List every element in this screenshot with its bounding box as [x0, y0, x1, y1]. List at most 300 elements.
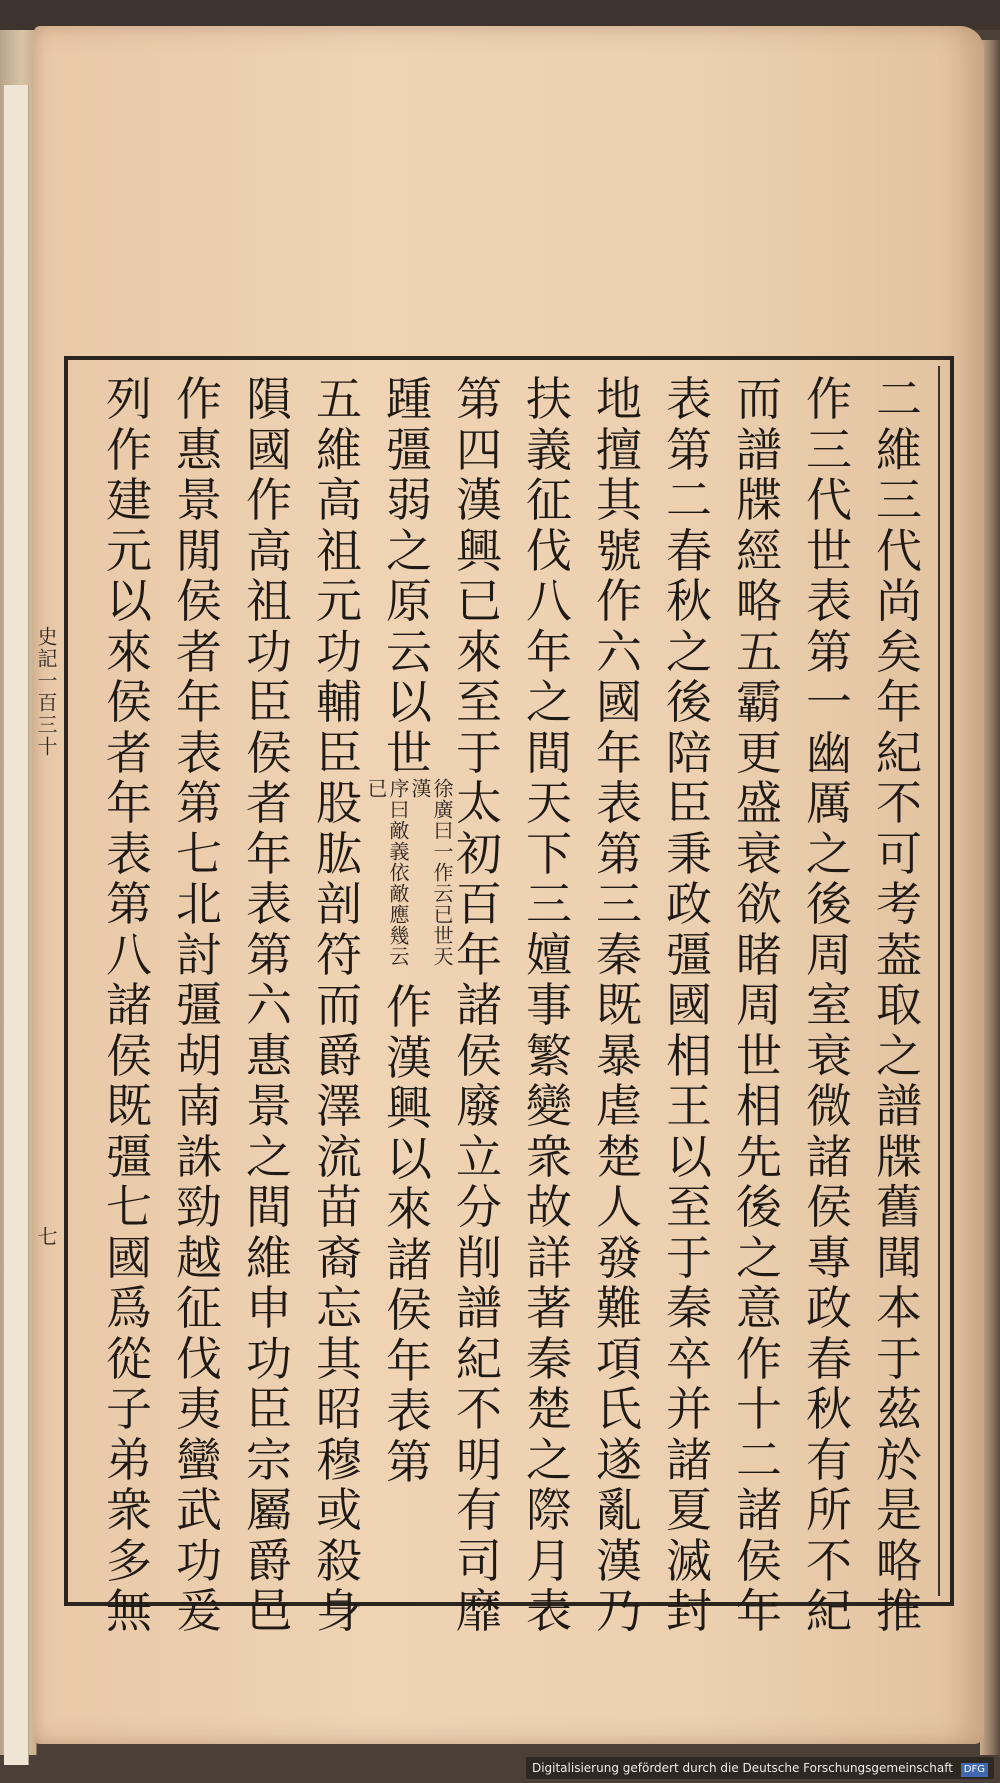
character: 勁	[176, 1180, 222, 1234]
character: 六	[246, 978, 292, 1032]
left-page-edge	[0, 30, 37, 1755]
character: 氏	[596, 1382, 642, 1436]
character: 剖	[316, 877, 362, 931]
character: 衰	[806, 1028, 852, 1083]
character: 侯	[806, 1180, 852, 1234]
character: 推	[876, 1584, 922, 1638]
character: 隕	[246, 372, 292, 426]
character: 相	[666, 1028, 712, 1083]
character: 年	[456, 927, 502, 982]
character: 矣	[876, 624, 922, 679]
character: 二	[876, 372, 922, 426]
character: 考	[876, 877, 922, 931]
character: 來	[456, 624, 502, 679]
character: 侯	[106, 675, 152, 729]
character: 祖	[246, 574, 292, 628]
character: 國	[246, 422, 292, 477]
character: 武	[176, 1483, 222, 1537]
character: 蠻	[176, 1432, 222, 1487]
character: 之	[526, 1432, 572, 1487]
text-column	[590, 374, 648, 1637]
character: 第	[246, 927, 292, 982]
character: 諸	[106, 978, 152, 1032]
character: 三	[596, 877, 642, 931]
text-column	[170, 374, 228, 1637]
character: 弱	[386, 473, 432, 527]
character: 侯	[246, 725, 292, 780]
character: 第	[386, 1434, 432, 1489]
character: 爰	[176, 1584, 222, 1638]
character: 睹	[736, 927, 782, 982]
character: 高	[316, 473, 362, 527]
character: 年	[246, 826, 292, 881]
character: 春	[666, 523, 712, 578]
character: 靡	[456, 1584, 502, 1638]
character: 楚	[596, 1129, 642, 1184]
text-column	[660, 374, 718, 1637]
character: 興	[386, 1081, 432, 1135]
character: 乃	[596, 1584, 642, 1638]
character: 葢	[876, 927, 922, 982]
character: 踵	[386, 372, 432, 426]
character: 十	[736, 1382, 782, 1436]
character: 殺	[316, 1533, 362, 1588]
character: 紀	[456, 1331, 502, 1386]
character: 經	[736, 523, 782, 578]
character: 難	[596, 1281, 642, 1335]
character: 政	[666, 877, 712, 931]
character: 之	[806, 826, 852, 881]
character: 扶	[526, 372, 572, 426]
character: 二	[666, 473, 712, 527]
character: 後	[806, 877, 852, 931]
character: 國	[666, 978, 712, 1032]
character: 譜	[456, 1281, 502, 1335]
character: 維	[876, 422, 922, 477]
character: 政	[806, 1281, 852, 1335]
character: 維	[316, 422, 362, 477]
character: 事	[526, 978, 572, 1032]
character: 秦	[596, 927, 642, 982]
character: 弟	[106, 1432, 152, 1487]
character: 裔	[316, 1230, 362, 1285]
character: 國	[596, 675, 642, 729]
text-column	[364, 372, 454, 1489]
character: 削	[456, 1230, 502, 1285]
character: 明	[456, 1432, 502, 1487]
character: 胡	[176, 1028, 222, 1083]
character: 以	[106, 574, 152, 628]
character: 作	[106, 422, 152, 477]
character: 子	[106, 1382, 152, 1436]
character: 南	[176, 1079, 222, 1133]
character: 故	[526, 1180, 572, 1234]
commentary-line: 序曰敵義依敵應幾云已	[364, 778, 410, 967]
character: 諸	[456, 978, 502, 1032]
character: 多	[106, 1533, 152, 1588]
character: 作	[246, 473, 292, 527]
character: 太	[456, 776, 502, 830]
character: 維	[246, 1230, 292, 1285]
text-column	[240, 374, 298, 1637]
character: 可	[876, 826, 922, 881]
commentary-line: 徐廣曰一作云已世天漢	[408, 778, 454, 967]
text-column	[310, 374, 368, 1637]
character: 衰	[736, 826, 782, 881]
character: 後	[666, 675, 712, 729]
character: 封	[666, 1584, 712, 1638]
character: 第	[596, 826, 642, 881]
character: 欲	[736, 877, 782, 931]
character: 興	[456, 523, 502, 578]
character: 身	[316, 1584, 362, 1638]
character: 彊	[666, 927, 712, 982]
character: 發	[596, 1230, 642, 1285]
character: 漢	[596, 1533, 642, 1588]
character: 著	[526, 1281, 572, 1335]
character: 功	[176, 1533, 222, 1588]
character: 際	[526, 1483, 572, 1537]
character: 至	[666, 1180, 712, 1234]
character: 間	[526, 725, 572, 780]
character: 表	[526, 1584, 572, 1638]
text-frame-inner	[74, 366, 940, 1638]
character: 于	[876, 1331, 922, 1386]
character: 臣	[246, 1382, 292, 1436]
character: 譜	[876, 1079, 922, 1133]
character: 以	[386, 675, 432, 729]
character: 表	[806, 574, 852, 628]
character: 作	[806, 372, 852, 426]
character: 亂	[596, 1483, 642, 1537]
character: 元	[106, 523, 152, 578]
character: 年	[106, 776, 152, 830]
character: 彊	[106, 1129, 152, 1184]
character: 更	[736, 725, 782, 780]
character: 肱	[316, 826, 362, 881]
character: 高	[246, 523, 292, 578]
text-column	[520, 374, 578, 1637]
character: 者	[246, 776, 292, 830]
character: 聞	[876, 1230, 922, 1285]
character: 誅	[176, 1129, 222, 1184]
character: 百	[456, 877, 502, 931]
character: 年	[386, 1333, 432, 1388]
character: 第	[106, 877, 152, 931]
left-page-strip	[4, 85, 29, 1765]
character: 變	[526, 1079, 572, 1133]
character: 第	[176, 776, 222, 830]
character: 至	[456, 675, 502, 729]
character: 意	[736, 1281, 782, 1335]
character: 漢	[386, 1030, 432, 1085]
character: 越	[176, 1230, 222, 1285]
character: 漢	[456, 473, 502, 527]
character: 立	[456, 1129, 502, 1184]
character: 股	[316, 776, 362, 830]
character: 表	[246, 877, 292, 931]
character: 來	[106, 624, 152, 679]
character: 三	[876, 473, 922, 527]
text-column	[730, 374, 788, 1637]
character: 人	[596, 1180, 642, 1234]
book-page	[34, 26, 984, 1744]
character: 陪	[666, 725, 712, 780]
dfg-logo: DFG	[961, 1763, 988, 1777]
character: 國	[106, 1230, 152, 1285]
character: 苗	[316, 1180, 362, 1234]
character: 之	[736, 1230, 782, 1285]
character: 年	[736, 1584, 782, 1638]
character: 年	[596, 725, 642, 780]
character: 五	[316, 372, 362, 426]
margin-page-number: 七	[34, 1226, 58, 1246]
character: 申	[246, 1281, 292, 1335]
character: 專	[806, 1230, 852, 1285]
character: 王	[666, 1079, 712, 1133]
character: 代	[806, 473, 852, 527]
character: 元	[316, 574, 362, 628]
character: 并	[666, 1382, 712, 1436]
character: 代	[876, 523, 922, 578]
character: 天	[526, 776, 572, 830]
character: 第	[666, 422, 712, 477]
character: 功	[246, 624, 292, 679]
commentary-note	[364, 778, 454, 982]
character: 三	[806, 422, 852, 477]
character: 八	[526, 574, 572, 628]
credit-text: Digitalisierung gefördert durch die Deutsche Forschungsgemeinschaft	[531, 1761, 953, 1775]
character: 彊	[386, 422, 432, 477]
character: 征	[176, 1281, 222, 1335]
character: 既	[106, 1079, 152, 1133]
character: 七	[106, 1180, 152, 1234]
character: 第	[806, 624, 852, 679]
character: 宗	[246, 1432, 292, 1487]
character: 卒	[666, 1331, 712, 1386]
character: 者	[176, 624, 222, 679]
text-frame	[64, 356, 954, 1638]
character: 其	[316, 1331, 362, 1386]
character: 七	[176, 826, 222, 881]
character: 夷	[176, 1382, 222, 1436]
character: 廢	[456, 1079, 502, 1133]
character: 以	[666, 1129, 712, 1184]
character: 有	[456, 1483, 502, 1537]
character: 云	[386, 624, 432, 679]
character: 周	[806, 927, 852, 982]
character: 爵	[246, 1533, 292, 1588]
character: 表	[596, 776, 642, 830]
character: 臣	[666, 776, 712, 830]
character: 初	[456, 826, 502, 881]
character: 滅	[666, 1533, 712, 1588]
character: 既	[596, 978, 642, 1032]
character: 項	[596, 1331, 642, 1386]
character: 分	[456, 1180, 502, 1234]
character: 間	[246, 1180, 292, 1234]
character: 擅	[596, 422, 642, 477]
character: 二	[736, 1432, 782, 1487]
character: 景	[176, 473, 222, 527]
character: 符	[316, 927, 362, 982]
character: 地	[596, 372, 642, 426]
character: 略	[736, 574, 782, 628]
character: 或	[316, 1483, 362, 1537]
character: 茲	[876, 1382, 922, 1436]
character: 遂	[596, 1432, 642, 1487]
character: 列	[106, 372, 152, 426]
character: 繁	[526, 1028, 572, 1083]
character: 四	[456, 422, 502, 477]
character: 司	[456, 1533, 502, 1588]
character: 祖	[316, 523, 362, 578]
character: 幽	[806, 725, 852, 780]
character: 輔	[316, 675, 362, 729]
character: 世	[806, 523, 852, 578]
margin-book-title: 史記一百三十	[34, 626, 58, 758]
character: 作	[596, 574, 642, 628]
character: 閒	[176, 523, 222, 578]
character: 虐	[596, 1079, 642, 1133]
character: 建	[106, 473, 152, 527]
character: 之	[876, 1028, 922, 1083]
character: 世	[386, 725, 432, 780]
character: 之	[526, 675, 572, 729]
character: 諸	[806, 1129, 852, 1184]
character: 穆	[316, 1432, 362, 1487]
character: 譜	[736, 422, 782, 477]
character: 秋	[806, 1382, 852, 1436]
character: 澤	[316, 1079, 362, 1133]
character: 八	[106, 927, 152, 982]
character: 不	[876, 776, 922, 830]
character: 無	[106, 1584, 152, 1638]
character: 衆	[526, 1129, 572, 1184]
character: 世	[736, 1028, 782, 1083]
character: 秋	[666, 574, 712, 628]
character: 作	[176, 372, 222, 426]
character: 伐	[526, 523, 572, 578]
character: 六	[596, 624, 642, 679]
character: 室	[806, 978, 852, 1032]
character: 之	[386, 523, 432, 578]
character: 之	[246, 1129, 292, 1184]
character: 以	[386, 1131, 432, 1186]
character: 而	[736, 372, 782, 426]
character: 原	[386, 574, 432, 628]
character: 義	[526, 422, 572, 477]
character: 邑	[246, 1584, 292, 1638]
character: 而	[316, 978, 362, 1032]
character: 者	[106, 725, 152, 780]
character: 從	[106, 1331, 152, 1386]
character: 夏	[666, 1483, 712, 1537]
character: 表	[106, 826, 152, 881]
character: 其	[596, 473, 642, 527]
character: 厲	[806, 776, 852, 830]
character: 北	[176, 877, 222, 931]
text-column	[100, 374, 158, 1637]
text-column	[450, 374, 508, 1637]
character: 盛	[736, 776, 782, 830]
character: 功	[316, 624, 362, 679]
character: 嬗	[526, 927, 572, 982]
character: 舊	[876, 1180, 922, 1234]
character: 月	[526, 1533, 572, 1588]
character: 侯	[456, 1028, 502, 1083]
character: 景	[246, 1079, 292, 1133]
character: 牒	[736, 473, 782, 527]
digitization-credit	[526, 1757, 994, 1779]
character: 于	[456, 725, 502, 780]
character: 微	[806, 1079, 852, 1133]
character: 昭	[316, 1382, 362, 1436]
character: 秦	[666, 1281, 712, 1335]
character: 是	[876, 1483, 922, 1537]
character: 彊	[176, 978, 222, 1032]
character: 衆	[106, 1483, 152, 1537]
character: 號	[596, 523, 642, 578]
character: 惠	[246, 1028, 292, 1083]
character: 功	[246, 1331, 292, 1386]
character: 屬	[246, 1483, 292, 1537]
character: 取	[876, 978, 922, 1032]
character: 尚	[876, 574, 922, 628]
text-column	[870, 374, 928, 1637]
character: 表	[386, 1384, 432, 1438]
character: 周	[736, 978, 782, 1032]
character: 爵	[316, 1028, 362, 1083]
character: 臣	[316, 725, 362, 780]
character: 後	[736, 1180, 782, 1234]
text-column	[800, 374, 858, 1637]
character: 牒	[876, 1129, 922, 1184]
character: 表	[176, 725, 222, 780]
character: 有	[806, 1432, 852, 1487]
character: 已	[456, 574, 502, 628]
character: 詳	[526, 1230, 572, 1285]
character: 諸	[736, 1483, 782, 1537]
character: 先	[736, 1129, 782, 1184]
character: 下	[526, 826, 572, 881]
character: 忘	[316, 1281, 362, 1335]
character: 三	[526, 877, 572, 931]
character: 年	[876, 675, 922, 729]
character: 楚	[526, 1382, 572, 1436]
character: 略	[876, 1533, 922, 1588]
character: 伐	[176, 1331, 222, 1386]
character: 之	[666, 624, 712, 679]
character: 流	[316, 1129, 362, 1184]
character: 紀	[876, 725, 922, 780]
character: 五	[736, 624, 782, 679]
character: 表	[666, 372, 712, 426]
character: 作	[736, 1331, 782, 1386]
character: 不	[806, 1533, 852, 1588]
character: 紀	[806, 1584, 852, 1638]
character: 諸	[386, 1232, 432, 1287]
character: 年	[176, 675, 222, 729]
character: 侯	[176, 574, 222, 628]
character: 暴	[596, 1028, 642, 1083]
character: 春	[806, 1331, 852, 1386]
character: 臣	[246, 675, 292, 729]
character: 年	[526, 624, 572, 679]
character: 不	[456, 1382, 502, 1436]
character: 征	[526, 473, 572, 527]
character: 來	[386, 1182, 432, 1236]
